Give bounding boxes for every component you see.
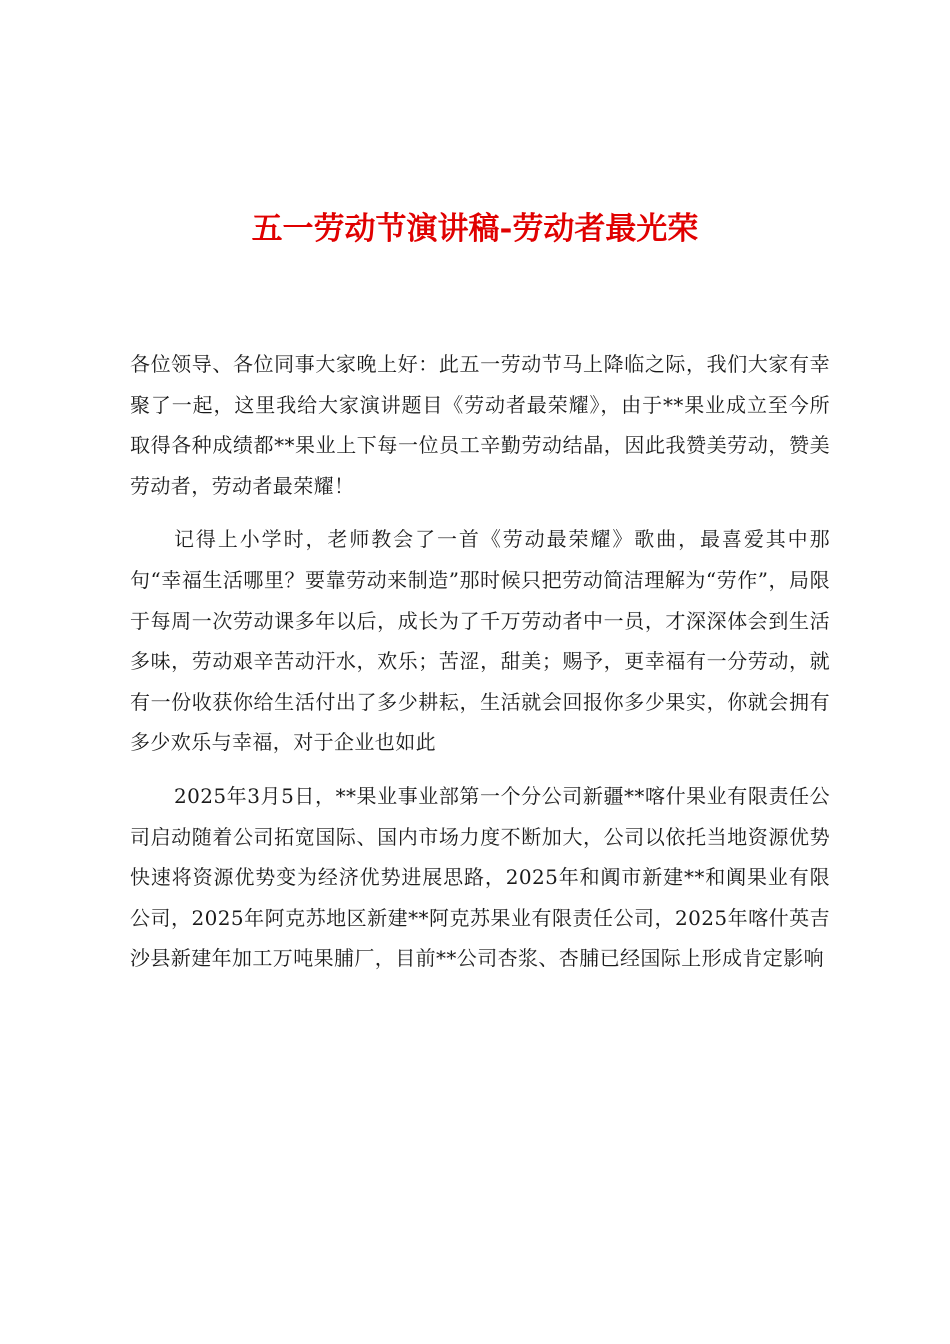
paragraph-childhood-memory: 记得上小学时，老师教会了一首《劳动最荣耀》歌曲，最喜爱其中那句“幸福生活哪里？要靠劳动来制造”那时候只把劳动简洁理解为“劳作”，局限于每周一次劳动课多年以后，成长为了千万劳动者中一员，才深深体会到生活多味，劳动艰辛苦动汗水，欢乐；苦涩，甜美；赐予，更幸福有一分劳动，就有一份收获你给生活付出了多少耕耘，生活就会回报你多少果实，你就会拥有多少欢乐与幸福，对于企业也如此 [130,527,830,755]
document-body [130,344,830,992]
paragraph-company-history: 2025年3月5日，**果业事业部第一个分公司新疆**喀什果业有限责任公司启动随着公司拓宽国际、国内市场力度不断加大，公司以依托当地资源优势快速将资源优势变为经济优势进展思路，2025年和阗市新建**和阗果业有限公司，2025年阿克苏地区新建**阿克苏果业有限责任公司，2025年喀什英吉沙县新建年加工万吨果脯厂，目前**公司杏浆、杏脯已经国际上形成肯定影响 [130,783,830,971]
document-title: 五一劳动节演讲稿-劳动者最光荣 [251,211,699,247]
paragraph-greeting: 各位领导、各位同事大家晚上好：此五一劳动节马上降临之际，我们大家有幸聚了一起，这里我给大家演讲题目《劳动者最荣耀》，由于**果业成立至今所取得各种成绩都**果业上下每一位员工辛勤劳动结晶，因此我赞美劳动，赞美劳动者，劳动者最荣耀！ [130,352,830,498]
